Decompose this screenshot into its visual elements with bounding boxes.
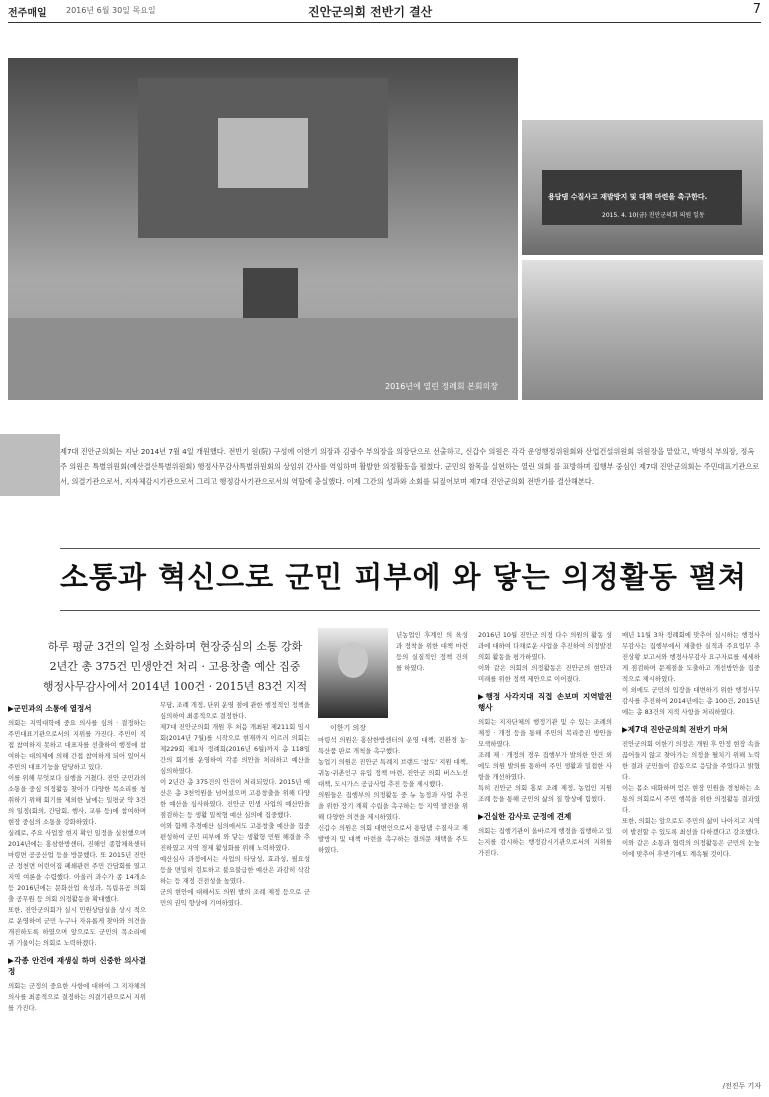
paragraph: 실례로, 주요 사업장 현지 확인 일정을 실천했으며 2014년에는 홍삼한방센터, 진해인 종합체육센터 마령면 공공산업 등을 방문했다. 또 2015년 진안군 정천면 어린이집 폐쇄관련 주민 간담회를 열고 지역 여론을 수렴했다. 아울러 과수가 종 14개소 등 2016년에는 문화산업 육성과, 독립유공 의회출 공무원 등 의회 의정활동을 확대했다. (8, 829, 146, 903)
paragraph: 의회는 지역대학에 중요 의사를 심의 · 결정하는 주민대표기관으로서의 지위를 가진다. 주민이 직접 참여하지 못하고 대표자를 선출하여 행정에 참여하는 대의제에 의해 간접 참여하게 되어 있어서 주민의 대표기능을 담당하고 있다. (8, 719, 146, 771)
subdecks (30, 637, 320, 697)
paragraph: 의회는 군정의 중요한 사항에 대하여 그 지자체의 의사를 최종적으로 결정하는 의결기관으로서 지위를 가진다. (8, 982, 146, 1012)
paragraph: 이 2년간 총 375건의 안건이 처리되었다. 2015년 예산은 총 3천억원을 넘어섰으며 고용창출을 위해 다양한 예산을 심사하였다. 진안군 민생 사업의 예산안을 점검하는 등 생활 밀착형 예산 심의에 집중했다. (160, 778, 310, 819)
page-number: 7 (752, 2, 761, 17)
column-4 (478, 630, 612, 859)
resolution-photo (522, 120, 763, 255)
paragraph: 이 외에도 군민의 입장을 대변하기 위한 행정사무감사를 추진하여 2014년에는 총 100건, 2015년에는 총 83건의 지적 사항을 처리하였다. (622, 686, 760, 716)
banner-date: 2015. 4. 10(금) 진안군의회 의원 일동 (602, 212, 705, 219)
paragraph: 신갑수 의원은 의회 대변인으로서 용담댐 수질사고 재발방지 및 대책 마련을 촉구하는 결의문 채택을 주도하였다. (318, 824, 468, 854)
headline-rule-top (60, 548, 760, 549)
photo-banner (542, 170, 742, 225)
column-2 (160, 700, 310, 909)
paragraph: 이는 몸소 대화하며 얻은 현장 민원을 경청하는 소통의 의회로서 주민 행복을 위한 의정활동 결과였다. (622, 784, 760, 814)
column-3 (318, 735, 468, 856)
main-photo-caption: 2016년에 열린 정례회 본회의장 (385, 382, 498, 391)
paragraph: 특히 진안군 의회 홍보 조례 제정, 농업인 지원 조례 등을 통해 군민의 삶의 질 향상에 힘썼다. (478, 784, 612, 803)
paragraph: 군의 현안에 대해서도 의원 발의 조례 제정 등으로 군민의 권익 향상에 기여하였다. (160, 888, 310, 907)
paragraph: 마령석 의원은 홍삼한방센터의 운영 대책, 진환경 농·특산품 판로 개척을 촉구했다. (318, 736, 468, 755)
subhead-3: ▶행정 사각지대 직접 손보며 지역발전 행사 (478, 692, 612, 712)
paragraph: 매년 11월 3차 정례회에 맞추어 실시하는 행정사무감사는 집행부에서 제출한 실적과 주요업무 추진상황 보고서와 행정사무감사 요구자료를 세세하게 점검하며 문제점을 도출하고 개선방안을 집중적으로 제시하였다. (622, 631, 760, 683)
main-photo (8, 58, 518, 400)
headline-rule-bottom (60, 610, 760, 611)
paragraph: 또한, 진안군의회가 실시 민원상담실을 상시 적으로 운영하여 군민 누구나 자유롭게 찾아와 의견을 개진하도록 하였으며 앞으로도 군민의 목소리에 귀 기울이는 의회로 노력하겠다. (8, 906, 146, 947)
section-title: 진안군의회 전반기 결산 (308, 5, 433, 19)
subdeck-2: 2년간 총 375건 민생안건 처리 · 고용창출 예산 집중 (49, 660, 301, 673)
byline: /전진두 기자 (722, 1082, 761, 1090)
subhead-4: ▶건실한 감사로 군정에 견제 (478, 812, 572, 821)
masthead (8, 4, 761, 20)
subdeck-1: 하루 평균 3건의 일정 소화하며 현장중심의 소통 강화 (47, 640, 303, 653)
paragraph: 제7대 진안군의회 개원 후 처음 개최된 제211회 임시회(2014년 7월)를 시작으로 현재까지 이르러 의회는 제229회 제1차 정례회(2016년 6월)까지 총 118일간의 회기를 운영하여 각종 의안을 처리하고 예산을 심의하였다. (160, 723, 310, 775)
column-1 (8, 697, 146, 1014)
paragraph: 년농업인 후계인 의 육성과 정착을 위한 대책 마련 등의 실질적인 정책 건의를 하였다. (396, 631, 468, 672)
column-5 (622, 630, 760, 860)
paragraph: 의회는 집행기관이 올바르게 행정을 집행하고 있는지를 감시하는 행정감시기관으로서의 지위를 가진다. (478, 827, 612, 857)
subhead-5: ▶제7대 진안군의회 전반기 마쳐 (622, 725, 728, 734)
paragraph: 농업기 의원은 진안군 특례지 브랜드 '참도' 지원 대책, 귀농·귀촌인구 유입 정책 마련, 진안군 의회 버스노선 대책, 도시가스 공급사업 추진 등을 제시했다. (318, 758, 468, 788)
lead-paragraph: 제7대 진안군의회는 지난 2014년 7월 4일 개원했다. 전반기 원(院) 구성에 이한기 의장과 김광수 부의장을 의장단으로 선출하고, 신갑수 의원은 각각 운영행정위원회와 산업건설위원회 위원장을 맡았고, 박명석 부의장, 정옥주 의원은 특별위원회(예산결산특별위원회) 행정사무감사특별위원회의 상임위 간사를 역임하며 활발한 의정활동을 펼쳤다. 군민의 참목을 실현하는 열린 의회 를 표방하며 집행부 중심인 제7대 진안군의회는 주민대표기관으로서, 의결기관으로서, 지자체감시기관으로서 그리고 행정감사기관으로서의 역할에 충실했다. 이제 그간의 성과와 소회를 되짚어보며 제7대 진안군의회 전반기를 결산해본다. (60, 447, 760, 486)
paragraph: 또한, 의회는 앞으로도 주민의 삶이 나아지고 지역이 발전할 수 있도록 최선을 다하겠다고 강조했다. (622, 817, 760, 836)
lead-bar (0, 434, 60, 496)
subdeck-3: 행정사무감사에서 2014년 100건 · 2015년 83건 지적 (42, 680, 308, 693)
issue-date: 2016년 6월 30일 목요일 (66, 6, 156, 15)
paragraph: 의원들은 집행부의 의정활동 중 뉴 농정과 사업 추진을 위한 장기 계획 수립을 촉구하는 등 지역 발전을 위해 다양한 의견을 제시하였다. (318, 791, 468, 821)
paragraph: 조례 제 · 개정의 경우 집행부가 발의한 안건 외에도 의원 발의를 통하여 주민 생활과 밀접한 사항을 개선하였다. (478, 751, 612, 781)
paragraph: 예산심사 과정에서는 사업의 타당성, 효과성, 필요성 등을 면밀히 검토하고 불요불급한 예산은 과감히 삭감하는 등 재정 건전성을 높였다. (160, 855, 310, 885)
paragraph: 이를 위해 무엇보다 실행을 거쳤다. 진안 군민과의 소통을 중심 의정활동 찾아가 다양한 목소리를 청취하기 위해 회기를 제외한 날에는 일평균 약 3건의 일정(회의, 간담회, 행사, 교류 등)에 참여하며 현장 중심의 소통을 강화하였다. (8, 774, 146, 826)
paragraph: 2016년 10월 진안군 의정 다수 의원의 활동 성과에 대하여 다채로운 사업을 추진하여 의정발전 의회 활동을 평가하였다. (478, 631, 612, 661)
column-3-top (318, 630, 468, 730)
paragraph: 이와 함께 추경예산 심의에서도 고용창출 예산을 집중 편성하여 군민 피부에 와 닿는 생활형 민원 해결을 추진하였고 지역 경제 활성화를 위해 노력하였다. (160, 822, 310, 852)
photo-screen (218, 118, 308, 188)
subhead-2: ▶각종 안건에 재생실 하며 신중한 의사결정 (8, 956, 146, 976)
portrait-caption: 이한기 의장 (330, 724, 367, 732)
paragraph: 이와 같은 소통과 협력의 의정활동은 군민의 눈높이에 맞추어 후반기에도 계속될 것이다. (622, 839, 760, 858)
paragraph: 진안군의회 이한기 의장은 개원 후 안정 현장 속을 끊어들지 않고 찾아가는 의정을 펼치기 위해 노력한 결과 군민들이 감동으로 응답을 주었다고 밝혔다. (622, 740, 760, 781)
headline: 소통과 혁신으로 군민 피부에 와 닿는 의정활동 펼쳐 (60, 560, 747, 594)
banner-text: 용담댐 수질사고 재발방지 및 대책 마련을 촉구한다. (548, 193, 708, 201)
subhead-1: ▶군민과의 소통에 열정서 (8, 704, 92, 713)
masthead-rule (8, 22, 761, 23)
paragraph: 의회는 지자단체의 행정기관 및 수 있는 조례의 제정 · 개정 등을 통해 주민의 복리증진 방안을 모색하였다. (478, 718, 612, 748)
meeting-photo (522, 260, 763, 400)
photo-podium (243, 268, 298, 318)
newspaper-name: 전주매일 (8, 8, 47, 19)
paragraph: 무담, 조례 개정, 단위 운영 점에 관한 행정적인 정책을 심의하여 최종적으로 결정한다. (160, 701, 310, 720)
paragraph: 이와 같은 의회의 의정활동은 진안군의 현안과 미래를 위한 정책 제안으로 이어졌다. (478, 664, 612, 683)
